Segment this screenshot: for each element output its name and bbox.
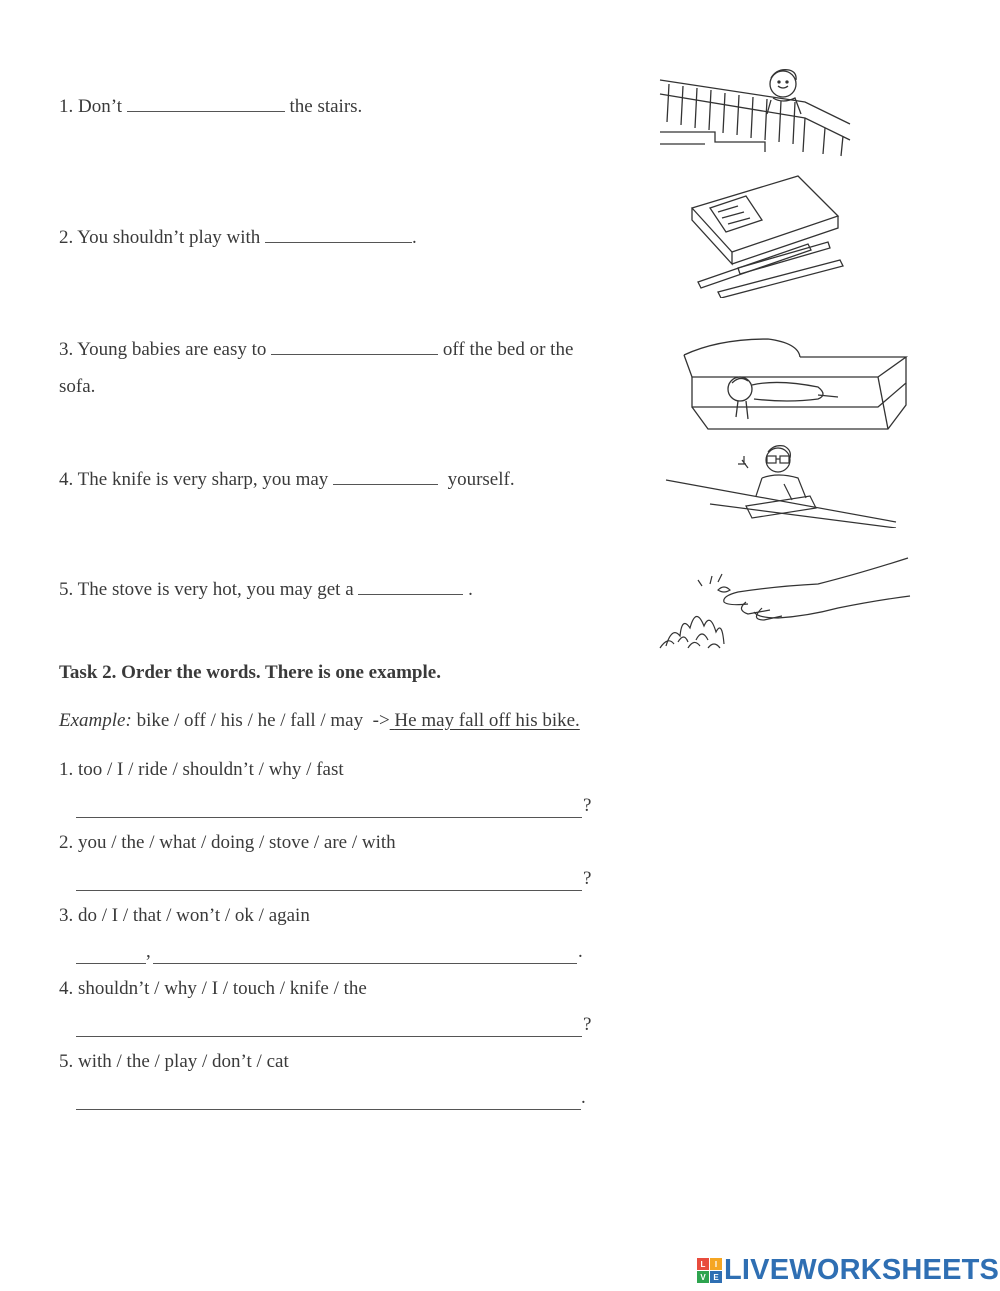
task2-item-1-end: ? bbox=[583, 795, 592, 816]
answer-blank[interactable] bbox=[265, 241, 412, 243]
task2-item-4-end: ? bbox=[583, 1014, 592, 1035]
boy-with-knife-picture bbox=[660, 442, 898, 528]
item-text-after: off the bed or the bbox=[442, 339, 574, 360]
task2-item-5-answer[interactable] bbox=[76, 1108, 581, 1110]
task2-item-2-end: ? bbox=[583, 868, 592, 889]
child-on-stairs-picture bbox=[655, 62, 855, 158]
task2-item-3-end: . bbox=[578, 941, 583, 962]
item-number: 1. bbox=[59, 96, 74, 117]
task2-item-5-prompt: 5. with / the / play / don’t / cat bbox=[59, 1051, 289, 1072]
matchbox-picture bbox=[688, 172, 853, 298]
task2-item-4-prompt: 4. shouldn’t / why / I / touch / knife / the bbox=[59, 978, 367, 999]
task2-heading: Task 2. Order the words. There is one example. bbox=[59, 662, 441, 683]
logo-text: LIVEWORKSHEETS bbox=[724, 1254, 1000, 1286]
example-answer: He may fall off his bike. bbox=[394, 710, 580, 731]
example-words: bike / off / his / he / fall / may bbox=[136, 710, 364, 731]
answer-blank[interactable] bbox=[127, 110, 285, 112]
task2-item-2-prompt: 2. you / the / what / doing / stove / are / with bbox=[59, 832, 396, 853]
task2-item-4-answer[interactable] bbox=[76, 1035, 582, 1037]
answer-blank[interactable] bbox=[358, 593, 463, 595]
hand-over-fire-picture bbox=[658, 556, 912, 650]
task1-item-3 bbox=[59, 339, 573, 361]
task1-item-2 bbox=[59, 227, 417, 249]
task2-item-3-answer-part2[interactable] bbox=[153, 962, 577, 964]
baby-on-bed-picture bbox=[678, 325, 913, 433]
example-arrow: -> bbox=[372, 710, 390, 731]
task2-item-3-answer-part1[interactable] bbox=[76, 962, 146, 964]
task2-item-5-end: . bbox=[581, 1087, 586, 1108]
answer-blank[interactable] bbox=[333, 483, 438, 485]
logo-blocks-icon: L I V E bbox=[697, 1258, 722, 1283]
liveworksheets-logo bbox=[697, 1254, 999, 1287]
item-number: 4. bbox=[59, 469, 74, 490]
task2-item-2-answer[interactable] bbox=[76, 889, 582, 891]
item-text-after: the stairs. bbox=[289, 96, 363, 117]
task1-item-4 bbox=[59, 469, 515, 491]
example-label: Example: bbox=[59, 710, 132, 731]
item-text-before: The knife is very sharp, you may bbox=[77, 469, 329, 490]
item-text-after: . bbox=[468, 579, 473, 600]
item-text-before: Don’t bbox=[78, 96, 122, 117]
item-number: 2. bbox=[59, 227, 74, 248]
item-text-before: The stove is very hot, you may get a bbox=[77, 579, 354, 600]
task2-item-1-answer[interactable] bbox=[76, 816, 582, 818]
task1-item-3-line2: sofa. bbox=[59, 376, 96, 397]
task1-item-1 bbox=[59, 96, 362, 118]
item-text-after: . bbox=[412, 227, 417, 248]
item-number: 5. bbox=[59, 579, 74, 600]
item-text-before: Young babies are easy to bbox=[77, 339, 267, 360]
task1-item-5 bbox=[59, 579, 473, 601]
task2-item-1-prompt: 1. too / I / ride / shouldn’t / why / fast bbox=[59, 759, 344, 780]
task2-example bbox=[59, 710, 580, 732]
item-number: 3. bbox=[59, 339, 74, 360]
task2-item-3-prompt: 3. do / I / that / won’t / ok / again bbox=[59, 905, 310, 926]
task2-item-3-comma: , bbox=[146, 941, 151, 962]
item-text-after: yourself. bbox=[447, 469, 515, 490]
answer-blank[interactable] bbox=[271, 353, 438, 355]
item-text-before: You shouldn’t play with bbox=[77, 227, 261, 248]
